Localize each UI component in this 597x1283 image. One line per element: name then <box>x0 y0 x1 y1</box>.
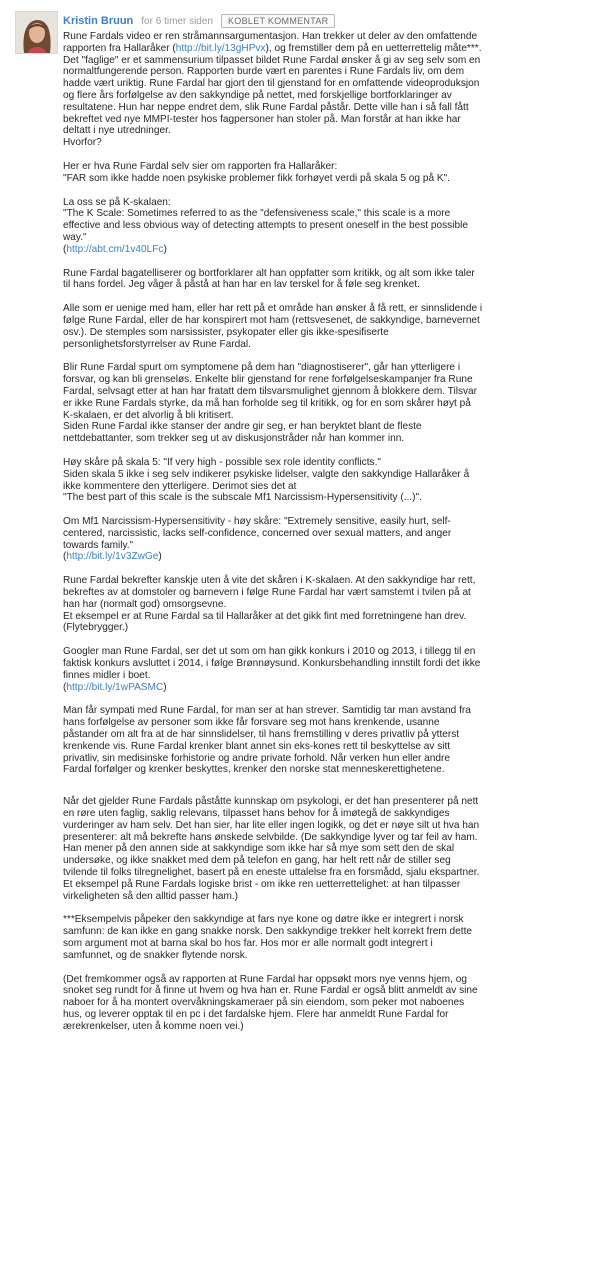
comment-paragraph <box>63 705 588 776</box>
comment-paragraph <box>63 197 588 256</box>
comment-line <box>63 796 588 808</box>
comment-line <box>63 587 588 599</box>
comment-line <box>63 528 588 540</box>
comment-text: Rune Fardal bagatelliserer og bortforklarer alt han oppfatter som kritikk, og alt som ikke taler <box>63 267 475 279</box>
comment-line <box>63 421 588 433</box>
comment-paragraph <box>63 31 588 149</box>
comment-text: ærekrenkelser, uten å komme noen vei.) <box>63 1020 244 1032</box>
comment-line <box>63 386 588 398</box>
comment-line <box>63 808 588 820</box>
comment-text: ), og fremstiller dem på en uetterrettelig måte***. <box>265 42 482 54</box>
comment-line <box>63 914 588 926</box>
comment-text: Om Mf1 Narcissism-Hypersensitivity - høy skåre: "Extremely sensitive, easily hurt, self- <box>63 516 451 528</box>
comment-line <box>63 244 588 256</box>
comment-text: Googler man Rune Fardal, ser det ut som om han gikk konkurs i 2010 og 2013, i tillegg til en <box>63 646 476 658</box>
comment-line <box>63 820 588 832</box>
comment-line <box>63 832 588 844</box>
comment-line <box>63 926 588 938</box>
comment-text: hadde vært uriktig. Rune Fardal har gjort den til gjenstand for en omfattende videoproduksjon <box>63 78 480 90</box>
comment-text: centered, narcissistic, lacks self-confidence, concerned over sexual matters, and anger <box>63 527 452 539</box>
comment-paragraph <box>63 362 588 445</box>
comment-text: naboer for å ha montert overvåkningskameraer på sin eiendom, som peker mot naboenes <box>63 997 465 1009</box>
comment-text: ( <box>63 243 67 255</box>
comment-line <box>63 125 588 137</box>
comment-text: La oss se på K-skalaen: <box>63 196 171 208</box>
linked-comment-badge[interactable]: KOBLET KOMMENTAR <box>221 14 335 28</box>
comment-line <box>63 540 588 552</box>
comment-line <box>63 197 588 209</box>
comment-line <box>63 551 588 563</box>
comment-line <box>63 611 588 623</box>
comment-link[interactable]: http://bit.ly/1v3ZwGe <box>66 551 159 563</box>
comment-text: Siden skala 5 ikke i seg selv indikerer psykiske lidelser, valgte den sakkyndige Hallaråker å <box>63 468 470 480</box>
comment-text: (Flytebrygger.) <box>63 622 129 634</box>
comment-line <box>63 102 588 114</box>
comment-text: og flere års forfølgelse av den sakkyndige på nettet, med forskjellige bortforklaringer av <box>63 89 452 101</box>
comment-text: Høy skåre på skala 5: "If very high - possible sex role identity conflicts." <box>63 456 381 468</box>
comment-text: nettdebattanter, som trekker seg ut av diskusjonstråder når han kommer inn. <box>63 433 405 445</box>
comment-line <box>63 220 588 232</box>
comment-text: "The best part of this scale is the subscale Mf1 Narcissism-Hypersensitivity (...)". <box>63 492 422 504</box>
comment-paragraph <box>63 516 588 563</box>
comment-line <box>63 43 588 55</box>
comment-text: tvilende til folks tilregnelighet, basert på en eneste uttalelse fra en forsmådd, sjalu ekspartner. <box>63 867 480 879</box>
comment-line <box>63 303 588 315</box>
comment-line <box>63 457 588 469</box>
comment-line <box>63 31 588 43</box>
comment-line <box>63 867 588 879</box>
comment-line <box>63 717 588 729</box>
comment-paragraph <box>63 796 588 902</box>
comment-line <box>63 741 588 753</box>
comment-line <box>63 753 588 765</box>
comment-line <box>63 339 588 351</box>
comment-text: Fardal, selvsagt etter at han har fratatt dem tilsvarsmulighet gjennom å blokkere dem. Tilsvar <box>63 385 478 397</box>
comment-line <box>63 622 588 634</box>
comment-text: ikke kommentere den ytterligere. Derimot sies det at <box>63 480 297 492</box>
comment-text: Blir Rune Fardal spurt om symptomene på dem han "diagnostiserer", går han ytterligere i <box>63 362 461 374</box>
comment-text: ( <box>63 551 67 563</box>
comment-text: personlighetsforstyrrelser av Rune Fardal. <box>63 338 251 350</box>
comment-line <box>63 481 588 493</box>
comment-text: bekreftes av at domstoler og barnevern i følge Rune Fardal har vært samstemt i tvilen på at <box>63 587 471 599</box>
comment-text: ***Eksempelvis påpeker den sakkyndige at fars nye kone og døtre ikke er integrert i norsk <box>63 914 464 926</box>
comment-line <box>63 469 588 481</box>
comment-text: ( <box>63 681 67 693</box>
comment-text: som argument mot at barna skal bo hos far. Hos mor er alle normalt godt integrert i <box>63 938 433 949</box>
comment-line <box>63 575 588 587</box>
comment-text: en røre uten faglig, saklig relevans, tilpasset hans behov for å imøtegå de sakkyndiges <box>63 808 450 820</box>
comment-line <box>63 670 588 682</box>
comment-paragraph <box>63 303 588 350</box>
comment-text: Fardal forfølger og krenker beskyttes, krenker den norske stat menneskerettighetene. <box>63 764 445 776</box>
comment-line <box>63 599 588 611</box>
comment-text: osv.). De stemples som narsissister, psykopater eller gis ikke-spesifiserte <box>63 326 389 338</box>
comment-text: towards family." <box>63 539 134 551</box>
comment-line <box>63 705 588 717</box>
comment-text: undersøke, og ikke snakket med dem på telefon en gang, har helt rett når de stiller seg <box>63 855 451 867</box>
comment-header <box>63 13 335 29</box>
comment-text: påstander om alt fra at de har sinnslidelser, til hans fremstilling v deres privatliv på ytterst <box>63 729 460 741</box>
comment-text: krenkende vis. Rune Fardal krenker blant annet sin eks-kones rett til beskyttelse av sitt <box>63 740 451 752</box>
comment-text: hans forfølgelse av personer som ikke får forsvare seg mot hans krenkende, usanne <box>63 717 440 729</box>
comment-line <box>63 950 588 962</box>
comment-text: Her er hva Rune Fardal selv sier om rapporten fra Hallaråker: <box>63 160 338 172</box>
comment-line <box>63 516 588 528</box>
comment-link[interactable]: http://bit.ly/13gHPvx <box>175 42 266 54</box>
comment-text: Man får sympati med Rune Fardal, for man ser at han strever. Samtidig tar man avstand fra <box>63 705 471 717</box>
comment-text: Rune Fardals video er ren stråmannsargumentasjon. Han trekker ut deler av den omfattende <box>63 31 478 42</box>
comment-paragraph <box>63 646 588 693</box>
comment-line <box>63 232 588 244</box>
comment-line <box>63 1021 588 1033</box>
comment-text: K-skalaen, er det alvorlig å bli kritisert. <box>63 409 234 421</box>
comment-link[interactable]: http://abt.cm/1v40LFc <box>66 243 164 255</box>
comment-line <box>63 974 588 986</box>
comment-paragraph <box>63 268 588 292</box>
comment-line <box>63 268 588 280</box>
comment-text: normaltfungerende person. Rapporten burde vært en parentes i Rune Fardals liv, om dem <box>63 66 464 78</box>
comment-text: han har (normalt god) omsorgsevne. <box>63 598 227 610</box>
comment-text: ) <box>163 243 167 255</box>
comment-text: Han mener på den annen side at sakkyndige som ikke har så mye som sett den de skal <box>63 843 455 855</box>
comment-line <box>63 658 588 670</box>
comment-line <box>63 729 588 741</box>
comment-line <box>63 161 588 173</box>
comment-line <box>63 66 588 78</box>
comment-line <box>63 279 588 291</box>
comment-text: følge Rune Fardal, eller de har konspirert mot ham (rettsvesenet, de sakkyndige, barnevernet <box>63 314 480 326</box>
comment-text: vurderinger av ham selv. Det han sier, har lite eller ingen logikk, og det er nøye silt ut hva han <box>63 819 480 831</box>
comment-text: Et eksempel på Rune Fardals logiske brist - om ikke ren uetterrettelighet: at han tilpasser <box>63 878 461 890</box>
comment-line <box>63 208 588 220</box>
comment-line <box>63 855 588 867</box>
comment-text: "The K Scale: Sometimes referred to as the "defensiveness scale," this scale is a more <box>63 208 451 220</box>
comment-text: samfunn: de kan ikke en gang snakke norsk. Den sakkyndige trekker helt korrekt frem dette <box>63 926 473 938</box>
comment-line <box>63 90 588 102</box>
comment-text: privatliv, sin medisinske forhistorie og andre private forhold. Når verken hun eller andre <box>63 752 450 764</box>
comment-text: finnes midler i boet. <box>63 669 151 681</box>
comment-line <box>63 362 588 374</box>
comment-line <box>63 843 588 855</box>
comment-text: Siden Rune Fardal ikke stanser der andre gir seg, er han beryktet blant de fleste <box>63 421 422 433</box>
comment-line <box>63 374 588 386</box>
comment-text: resultatene. Hun har neppe endret dem, slik Rune Fardal påstår. Dette ville han i så fall fått <box>63 101 469 113</box>
comment-text: "FAR som ikke hadde noen psykiske problemer fikk forhøyet verdi på skala 5 og på K". <box>63 172 450 184</box>
avatar[interactable] <box>15 11 58 54</box>
comment-line <box>63 646 588 658</box>
comment-text: virkeligheten så den alltid passer ham.) <box>63 890 239 902</box>
comment-line <box>63 1009 588 1021</box>
comment-paragraph <box>63 914 588 961</box>
comment-text: hus, og leverer opptak til en pc i det fardalske hjem. Flere har anmeldt Rune Fardal for <box>63 1008 449 1020</box>
comment-text: samfunnet, og de snakker flytende norsk. <box>63 949 248 961</box>
comment-paragraph <box>63 974 588 1033</box>
comment-line <box>63 410 588 422</box>
comment-text: er ikke Rune Fardals styrke, da må han forholde seg til kritikk, og for en som skårer høyt på <box>63 397 471 409</box>
comment-line <box>63 433 588 445</box>
comment-text: way." <box>63 231 87 243</box>
comment-text: rapporten fra Hallaråker ( <box>63 42 176 54</box>
comment-text: effective and less obvious way of detecting attempts to present oneself in the best possible <box>63 220 468 232</box>
timestamp[interactable]: for 6 timer siden <box>141 15 213 27</box>
comment-text: til hans fordel. Jeg våger å påstå at han har en lav terskel for å føle seg krenket. <box>63 279 420 291</box>
comment-text: Et eksempel er at Rune Fardal sa til Hallaråker at det gikk fint med forretningene han drev. <box>63 610 467 622</box>
comment-line <box>63 492 588 504</box>
comment-line <box>63 114 588 126</box>
author-name[interactable]: Kristin Bruun <box>63 15 134 27</box>
comment-line <box>63 137 588 149</box>
comment-text: snoket seg rundt for å finne ut hvem og hva han er. Rune Fardal er også blitt anmeldt av sine <box>63 985 478 997</box>
comment-line <box>63 682 588 694</box>
comment-line <box>63 879 588 891</box>
comment-text: Rune Fardal bekrefter kanskje uten å vite det skåren i K-skalaen. At den sakkyndige har rett, <box>63 575 476 587</box>
comment-link[interactable]: http://bit.ly/1wPASMC <box>66 681 164 693</box>
comment-line <box>63 398 588 410</box>
comment-line <box>63 327 588 339</box>
comment-text: Det "faglige" er et sammensurium tilpasset bildet Rune Fardal ønsker å gi av seg selv som en <box>63 54 481 66</box>
comment-paragraph <box>63 161 588 185</box>
comment-text: (Det fremkommer også av rapporten at Rune Fardal har oppsøkt mors nye venns hjem, og <box>63 973 467 985</box>
comment-body <box>63 31 588 1045</box>
comment-text: faktisk konkurs avsluttet i 2014, i følge Brønnøysund. Konkursbehandling innstilt fordi det ikke <box>63 658 481 670</box>
comment-line <box>63 985 588 997</box>
comment-paragraph <box>63 457 588 504</box>
comment-text: Hvorfor? <box>63 137 102 149</box>
comment-line <box>63 315 588 327</box>
comment-text: forsvar, og kan bli grenseløs. Enkelte blir gjenstand for rene forfølgelseskampanjer fra Rune <box>63 374 473 386</box>
comment-line <box>63 764 588 776</box>
comment-text: presenterer: alt må bekrefte hans ønskede selvbilde. (De sakkyndige lyver og tar feil av ham. <box>63 831 478 843</box>
comment-text: bekreftet ved nye MMPI-tester hos fagpersoner han stoler på. Man forstår at han ikke har <box>63 113 461 125</box>
comment-line <box>63 55 588 67</box>
comment-line <box>63 173 588 185</box>
comment-text: Alle som er uenige med ham, eller har rett på et område han ønsker å få rett, er sinnslidende i <box>63 303 483 315</box>
comment-line <box>63 938 588 950</box>
avatar-photo-icon <box>16 12 57 53</box>
comment-line <box>63 997 588 1009</box>
comment-text: ) <box>163 681 167 693</box>
comment-text: deltatt i nye utredninger. <box>63 125 171 137</box>
comment-text: Når det gjelder Rune Fardals påståtte kunnskap om psykologi, er det han presenterer på nett <box>63 796 479 808</box>
comment-text: ) <box>158 551 162 563</box>
comment-paragraph <box>63 575 588 634</box>
comment-line <box>63 78 588 90</box>
comment-line <box>63 891 588 903</box>
